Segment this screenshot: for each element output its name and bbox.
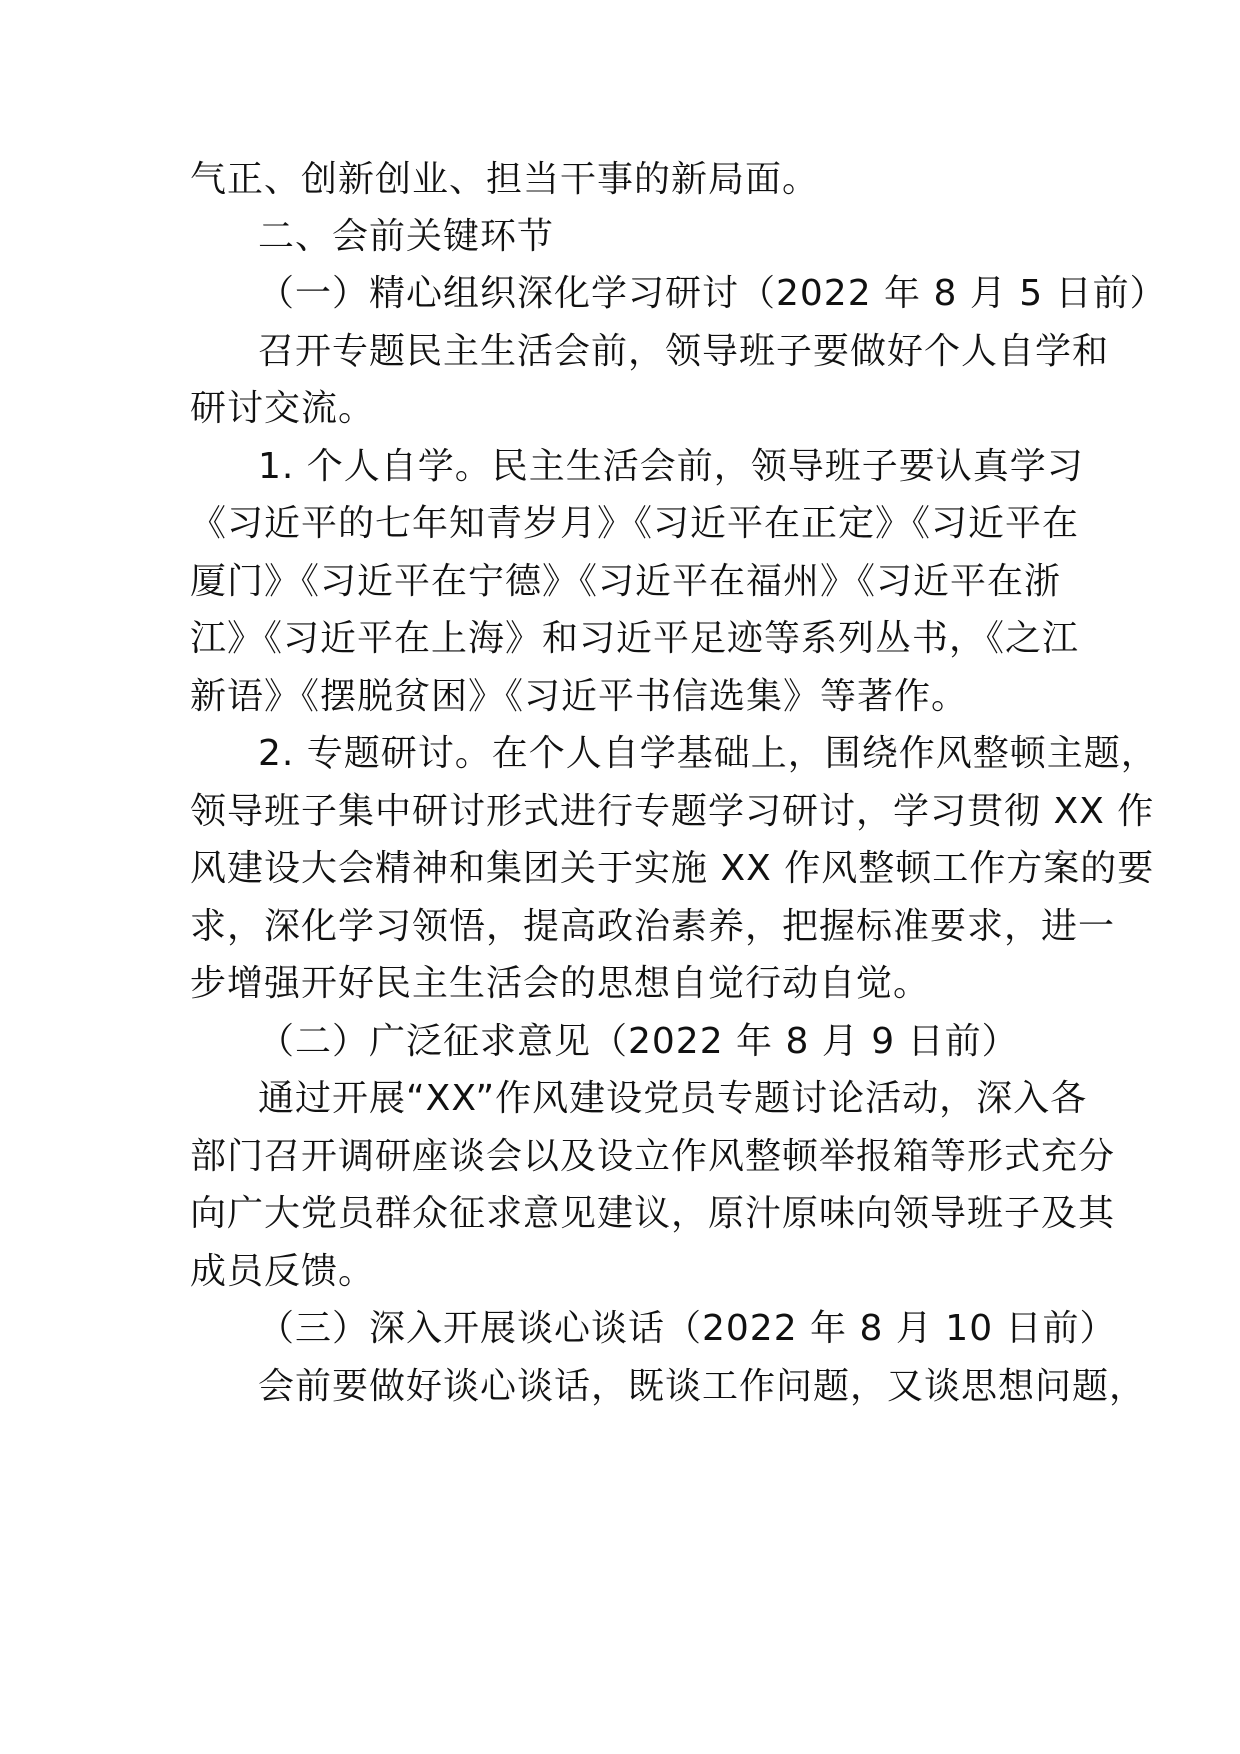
body-line: 厦门》《习近平在宁德》《习近平在福州》《习近平在浙 — [190, 561, 1062, 602]
body-line: 《习近平的七年知青岁月》《习近平在正定》《习近平在 — [190, 503, 1080, 544]
section-heading: 二、会前关键环节 — [258, 216, 555, 257]
body-line: 步增强开好民主生活会的思想自觉行动自觉。 — [190, 963, 931, 1004]
body-line: 领导班子集中研讨形式进行专题学习研讨，学习贯彻 XX 作 — [190, 791, 1155, 832]
list-item-heading: 2. 专题研讨。在个人自学基础上，围绕作风整顿主题， — [258, 733, 1158, 774]
body-line: 会前要做好谈心谈话，既谈工作问题，又谈思想问题， — [258, 1366, 1147, 1407]
body-line: 江》《习近平在上海》和习近平足迹等系列丛书，《之江 — [190, 618, 1080, 659]
body-line: 风建设大会精神和集团关于实施 XX 作风整顿工作方案的要 — [190, 848, 1155, 889]
body-line: 成员反馈。 — [190, 1251, 376, 1292]
body-line: 研讨交流。 — [190, 388, 376, 429]
body-line: 求，深化学习领悟，提高政治素养，把握标准要求，进一 — [190, 906, 1116, 947]
body-line: 召开专题民主生活会前，领导班子要做好个人自学和 — [258, 331, 1110, 372]
list-item-heading: 1. 个人自学。民主生活会前，领导班子要认真学习 — [258, 446, 1084, 487]
paragraph-continuation: 气正、创新创业、担当干事的新局面。 — [190, 159, 820, 200]
body-line: 新语》《摆脱贫困》《习近平书信选集》等著作。 — [190, 676, 969, 717]
body-line: 通过开展“XX”作风建设党员专题讨论活动，深入各 — [258, 1078, 1088, 1119]
body-line: 部门召开调研座谈会以及设立作风整顿举报箱等形式充分 — [190, 1136, 1116, 1177]
subsection-heading: （三）深入开展谈心谈话（2022 年 8 月 10 日前） — [258, 1308, 1117, 1349]
subsection-heading: （二）广泛征求意见（2022 年 8 月 9 日前） — [258, 1021, 1019, 1062]
body-line: 向广大党员群众征求意见建议，原汁原味向领导班子及其 — [190, 1193, 1116, 1234]
subsection-heading: （一）精心组织深化学习研讨（2022 年 8 月 5 日前） — [258, 273, 1167, 314]
